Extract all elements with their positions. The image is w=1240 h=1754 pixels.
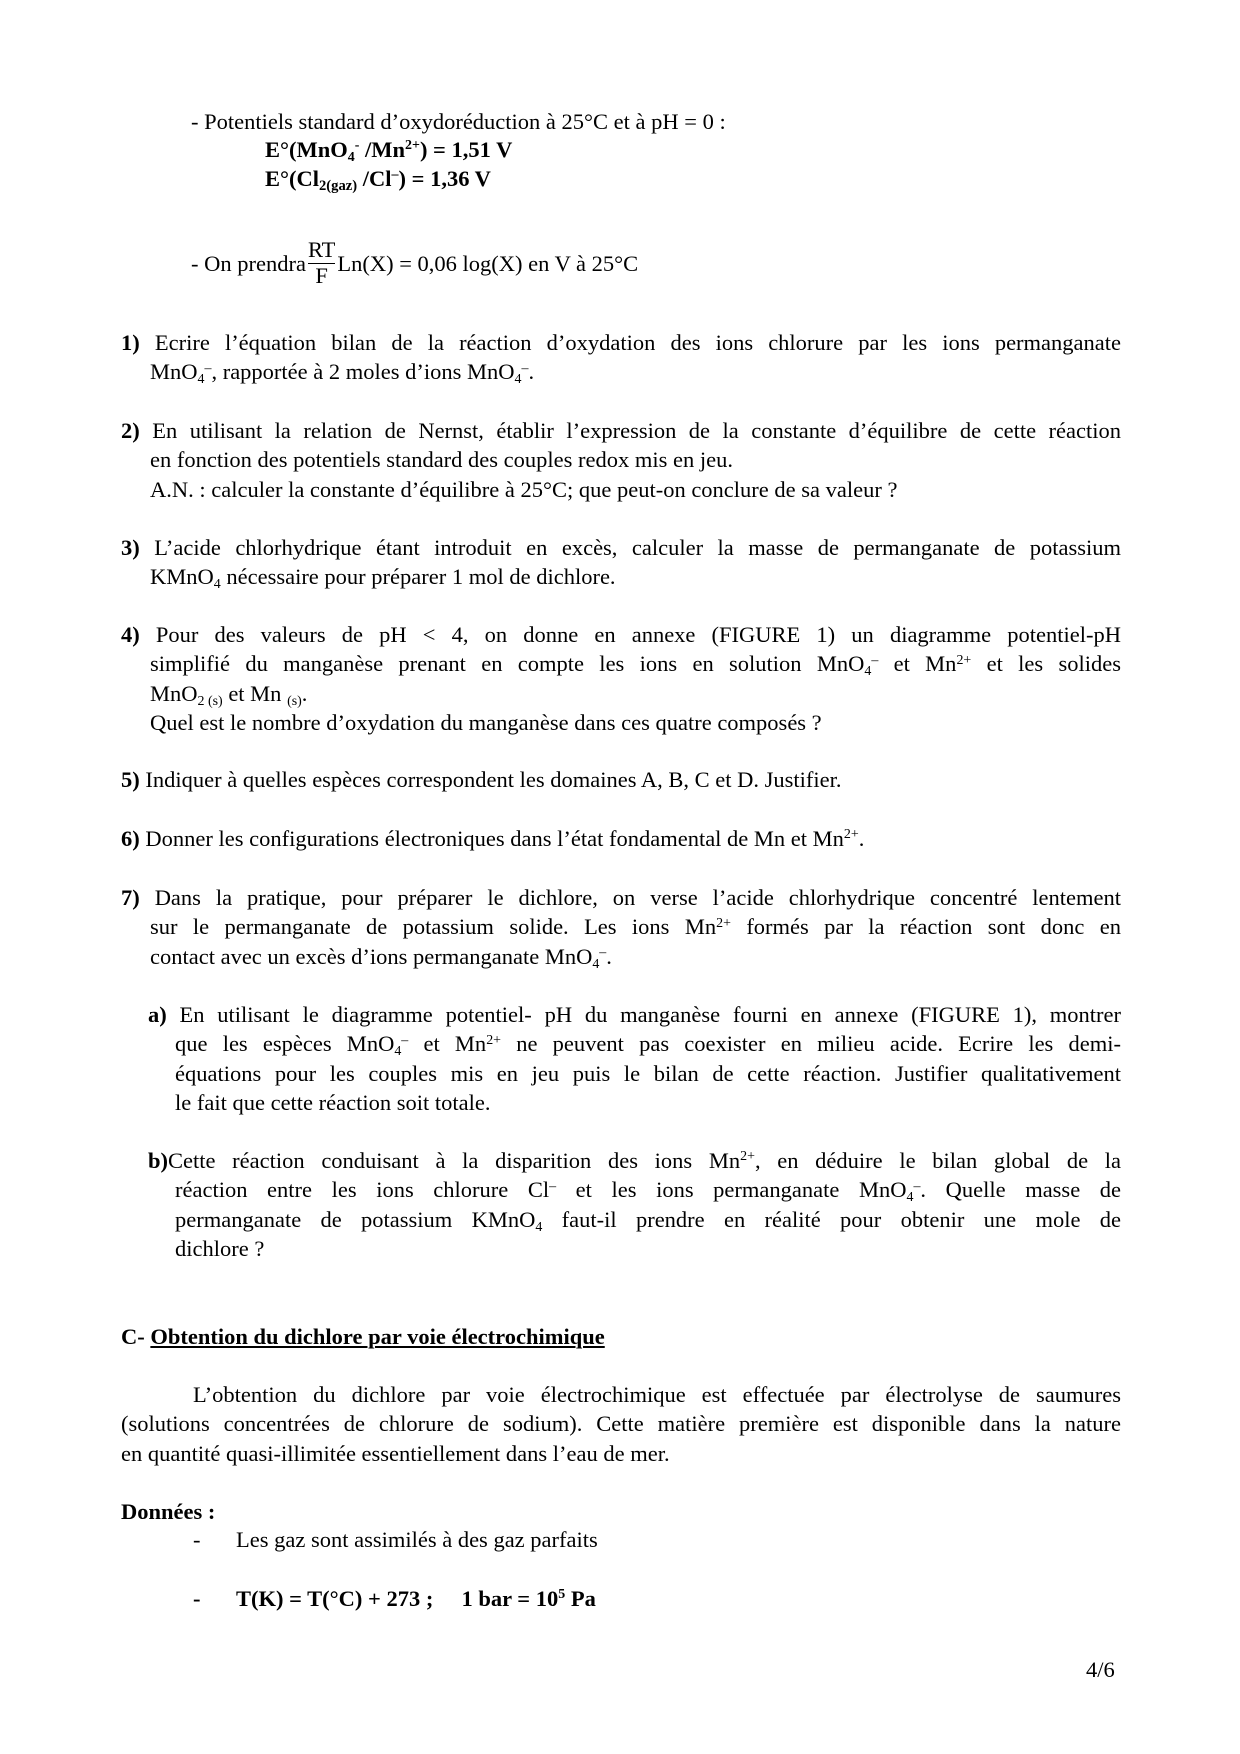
potential-cl2: $E^\circ(Cl_{2(gaz)}$ /Cl–) = 1,36 V (265, 166, 491, 195)
donnee-2: T(K) = T(°C) + 273 ; 1 bar = $10^5$ Pa (236, 1586, 596, 1611)
donnee-1-dash: - (193, 1527, 201, 1552)
rt-over-f-fraction: $\frac{RT}{F}$ (307, 237, 336, 288)
potential-mno4: E°(MnO$_4$- $/Mn^{2+}) = 1,51$ V (265, 137, 513, 166)
page-number: 4/6 (1086, 1657, 1115, 1682)
nernst-approximation: - On prendra $\frac{RT}{F}$ Ln(X) = 0,06 log(X) en V à 25°C (191, 237, 639, 288)
question-7: 7) Dans la pratique, pour préparer le dichlore, on verse l’acide chlorhydrique concentré lentement sur le permanganate de potassium solide. Les ions $Mn^{2+}$ formés par la réaction sont donc en contact avec un excès d’ions permanganate MnO$_4$–. (121, 885, 1121, 972)
question-7b: b)Cette réaction conduisant à la disparition des ions $Mn^{2+}$, en déduire le bilan global de la réaction entre les ions chlorure Cl– et les ions permanganate MnO$_4$–. Quelle masse de permanganate de potassium KMnO$_4$ faut-il prendre en réalité pour obtenir une mole de dichlore ? (148, 1148, 1122, 1261)
donnee-1: Les gaz sont assimilés à des gaz parfaits (236, 1527, 598, 1552)
section-c-paragraph: L’obtention du dichlore par voie électrochimique est effectuée par électrolyse de saumures (solutions concentrées de chlorure de sodium). Cette matière première est disponible dans la nature en quantité quasi-illimitée essentiellement dans l’eau de mer. (121, 1382, 1121, 1466)
potentials-intro: - Potentiels standard d’oxydoréduction à 25°C et à pH = 0 : (191, 109, 726, 134)
donnee-2-dash: - (193, 1586, 201, 1611)
question-5: 5) Indiquer à quelles espèces correspondent les domaines A, B, C et D. Justifier. (121, 767, 842, 792)
question-2: 2) En utilisant la relation de Nernst, établir l’expression de la constante d’équilibre de cette réaction en fonction des potentiels standard des couples redox mis en jeu. A.N. : calculer la constante d’équilibre à 25°C; que peut-on conclure de sa valeur ? (121, 418, 1121, 502)
question-7a: a) En utilisant le diagramme potentiel- pH du manganèse fourni en annexe (FIGURE 1), montrer que les espèces MnO$_4$– et $Mn^{2+}$ ne peuvent pas coexister en milieu acide. Ecrire les demi- équations pour les couples mis en jeu puis le bilan de cette réaction. Justifier qualitativement le fait que cette réaction soit totale. (148, 1002, 1122, 1115)
question-6: 6) Donner les configurations électroniques dans l’état fondamental de Mn et $Mn^{2+}$. (121, 826, 865, 851)
donnees-label: Données : (121, 1499, 216, 1524)
question-1: 1) Ecrire l’équation bilan de la réaction d’oxydation des ions chlorure par les ions permanganate MnO$_4$–, rapportée à 2 moles d’ions MnO$_4$–. (121, 330, 1122, 388)
question-3: 3) L’acide chlorhydrique étant introduit en excès, calculer la masse de permanganate de potassium KMnO$_4$ nécessaire pour préparer 1 mol de dichlore. (121, 535, 1121, 593)
section-c-heading: C- Obtention du dichlore par voie électrochimique (121, 1324, 605, 1349)
question-4: 4) Pour des valeurs de pH < 4, on donne en annexe (FIGURE 1) un diagramme potentiel-pH simplifié du manganèse prenant en compte les ions en solution MnO$_4$– et $Mn^{2+}$ et les solides MnO$_{2 (s)}$ et Mn $_{(s)}$. Quel est le nombre d’oxydation du manganèse dans ces quatre composés ? (121, 622, 1122, 735)
